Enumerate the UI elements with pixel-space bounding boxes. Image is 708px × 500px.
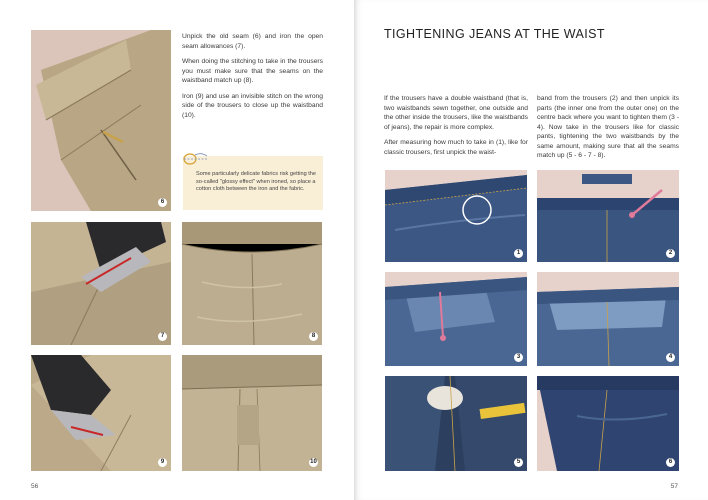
photo-r4	[537, 272, 679, 366]
page-number: 57	[670, 483, 678, 490]
photo-6	[31, 30, 171, 211]
photo-number: 9	[158, 458, 167, 467]
photo-number: 5	[514, 458, 523, 467]
photo-number: 1	[514, 249, 523, 258]
paragraph: When doing the stitching to take in the trousers you must make sure that the seams on the waistband match up (8).	[182, 58, 323, 84]
photo-r1	[385, 170, 527, 262]
photo-r3	[385, 272, 527, 366]
photo-7	[31, 222, 171, 345]
photo-number: 10	[310, 459, 317, 465]
photo-9	[31, 355, 171, 471]
paragraph: band from the trousers (2) and then unpick its parts (the inner one from the outer one) on the centre back where you want to tighten them (3 - 4). Now take in the trousers like for classic pants, tightening the two waistbands by the same amount, making sure that all the seams match up (5 - 6 - 7 - 8).	[537, 95, 679, 159]
section-title: TIGHTENING JEANS AT THE WAIST	[384, 27, 605, 41]
photo-number: 3	[514, 353, 523, 362]
photo-number: 8	[309, 332, 318, 341]
paragraph: Iron (9) and use an invisible stitch on the wrong side of the trousers to close up the waistband (10).	[182, 92, 323, 119]
left-instructions	[182, 32, 323, 126]
photo-r5	[385, 376, 527, 471]
thread-spool-icon	[181, 150, 211, 168]
photo-number: 4	[666, 353, 675, 362]
photo-number: 2	[666, 249, 675, 258]
photo-r2	[537, 170, 679, 262]
right-page	[354, 0, 708, 500]
photo-8	[182, 222, 322, 345]
page-number: 56	[31, 483, 39, 490]
photo-number: 7	[158, 332, 167, 341]
photo-number: 6	[158, 198, 167, 207]
tip-note-text: Some particularly delicate fabrics risk getting the so-called "glossy effect" when ironed, so place a cotton cloth between the iron and the fabric.	[196, 171, 317, 193]
photo-number: 6	[666, 458, 675, 467]
right-column-1	[384, 94, 528, 163]
photo-r6	[537, 376, 679, 471]
paragraph: After measuring how much to take in (1), like for classic trousers, first unpick the waist-	[384, 139, 528, 156]
paragraph: Unpick the old seam (6) and iron the open seam allowances (7).	[182, 33, 323, 50]
tip-note-box	[183, 156, 323, 210]
photo-10	[182, 355, 322, 471]
paragraph: If the trousers have a double waistband (that is, two waistbands sewn together, one outside and the other inside the trousers, like the waistbands of jeans), the repair is more complex.	[384, 95, 528, 131]
right-column-2	[537, 94, 679, 167]
